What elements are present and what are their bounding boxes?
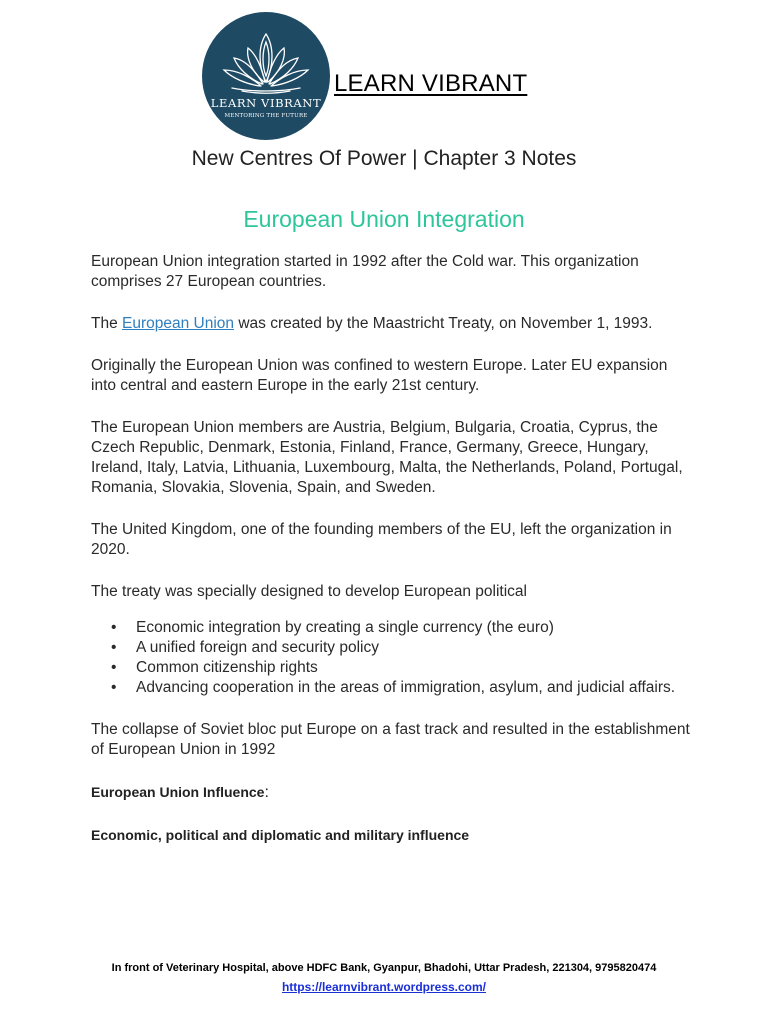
heading-eu-influence (91, 782, 691, 803)
logo-title: LEARN VIBRANT (210, 96, 322, 110)
list-item (91, 638, 691, 658)
bullet-icon: • (111, 619, 117, 636)
bullet-icon: • (111, 659, 117, 676)
paragraph-maastricht-prefix: The (91, 315, 123, 332)
list-item (91, 678, 691, 698)
paragraph-uk: The United Kingdom, one of the founding members of the EU, left the organization in 2020. (91, 521, 672, 558)
list-item-text: Economic integration by creating a single currency (the euro) (136, 619, 554, 636)
list-item-text: Advancing cooperation in the areas of immigration, asylum, and judicial affairs. (136, 679, 676, 696)
paragraph-collapse: The collapse of Soviet bloc put Europe on a fast track and resulted in the establishment of European Union in 1992 (91, 721, 690, 758)
heading-eu-influence-text: European Union Influence (91, 784, 265, 800)
content-body (91, 252, 691, 867)
bullet-icon: • (111, 679, 117, 696)
list-item (91, 658, 691, 678)
bullet-icon: • (111, 639, 117, 656)
paragraph-members: The European Union members are Austria, Belgium, Bulgaria, Croatia, Cyprus, the Czech Republic, Denmark, Estonia, Finland, France, Germany, Greece, Hungary, Ireland, Italy, Latvia, Lithuania, Luxembourg, Malta, the Netherlands, Poland, Portugal, Romania, Slovakia, Slovenia, Spain, and Sweden. (91, 419, 683, 496)
logo (202, 12, 330, 140)
list-item (91, 618, 691, 638)
list-item-text: Common citizenship rights (136, 659, 318, 676)
page-title: New Centres Of Power | Chapter 3 Notes (191, 147, 577, 170)
brand-name: LEARN VIBRANT (334, 70, 528, 97)
list-item-text: A unified foreign and security policy (136, 639, 379, 656)
logo-tagline: MENTORING THE FUTURE (224, 113, 308, 119)
paragraph-maastricht-suffix: was created by the Maastricht Treaty, on November 1, 1993. (234, 315, 653, 332)
treaty-goals-list (91, 618, 691, 698)
european-union-link[interactable]: European Union (122, 315, 235, 332)
paragraph-expansion: Originally the European Union was confined to western Europe. Later EU expansion into central and eastern Europe in the early 21st century. (91, 357, 668, 394)
paragraph-intro: European Union integration started in 1992 after the Cold war. This organization comprises 27 European countries. (91, 253, 639, 290)
paragraph-maastricht (91, 314, 691, 334)
footer-address: In front of Veterinary Hospital, above HDFC Bank, Gyanpur, Bhadohi, Uttar Pradesh, 221304, 9795820474 (111, 962, 657, 974)
paragraph-treaty: The treaty was specially designed to develop European political (91, 583, 527, 600)
section-title: European Union Integration (243, 206, 525, 232)
lotus-icon (202, 12, 330, 140)
footer-website-link[interactable]: https://learnvibrant.wordpress.com/ (281, 980, 487, 994)
heading-influence-types: Economic, political and diplomatic and military influence (91, 827, 470, 843)
heading-colon: : (264, 784, 269, 801)
